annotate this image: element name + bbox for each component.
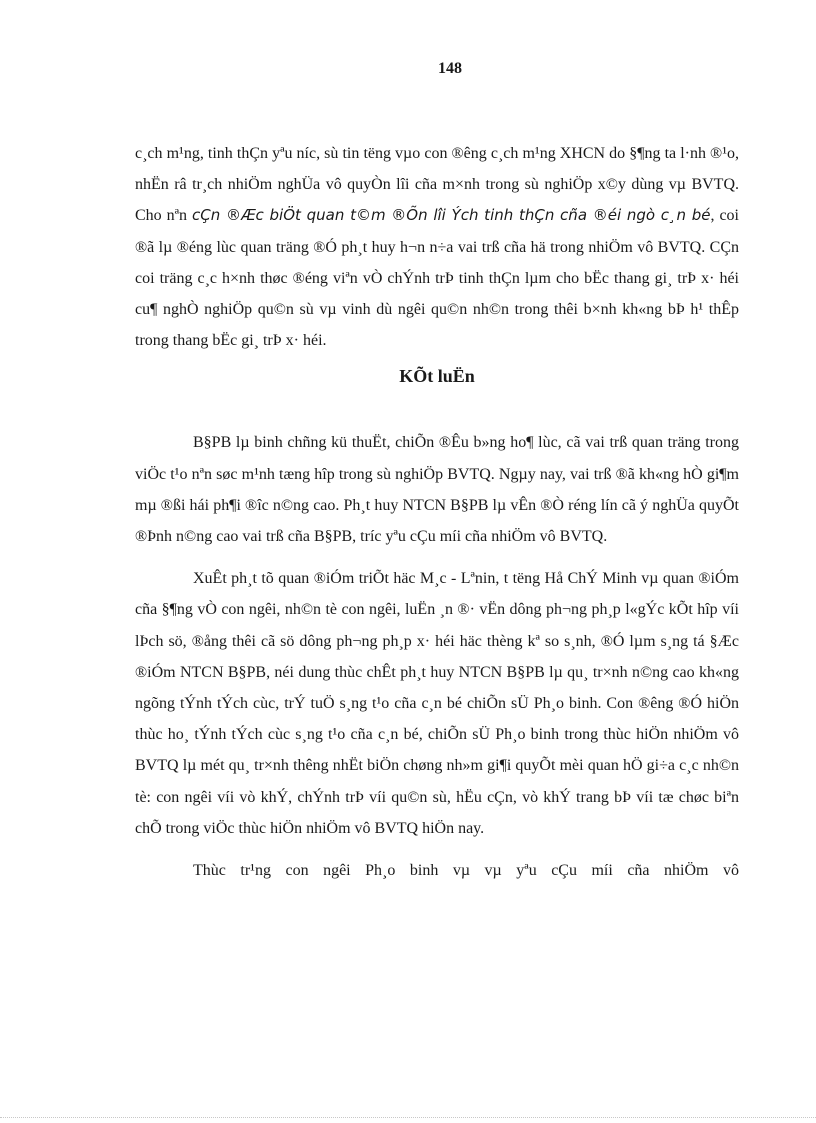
paragraph-italic-emphasis: cÇn ®Æc biÖt quan t©m ®Õn lîi Ých tinh thÇn cña ®éi ngò c¸n bé bbox=[192, 206, 711, 225]
page-number: 148 bbox=[438, 60, 462, 77]
paragraph-methodology: XuÊt ph¸t tõ quan ®iÓm triÕt häc M¸c - Lªnin, t tëng Hå ChÝ Minh vµ quan ®iÓm cña §¶ng vÒ con ngêi, nh©n tè con ngêi, luËn ¸n ®· vËn dông ph¬ng ph¸p l«gÝc kÕt hîp víi lÞch sö, ®ång thêi cã sö dông ph¬ng ph¸p x· héi häc thèng kª so s¸nh, ®Ó lµm s¸ng tá §Æc ®iÓm NTCN B§PB, néi dung thùc chÊt ph¸t huy NTCN B§PB lµ qu¸ tr×nh n©ng cao kh«ng ngõng tÝnh tÝch cùc, trÝ tuÖ s¸ng t¹o cña c¸n bé chiÕn sÜ Ph¸o binh. Con ®êng ®Ó hiÖn thùc ho¸ tÝnh tÝch cùc s¸ng t¹o cña c¸n bé, chiÕn sÜ Ph¸o binh trong thùc hiÖn nhiÖm vô BVTQ lµ mét qu¸ tr×nh thêng nhËt biÖn chøng nh»m gi¶i quyÕt mèi quan hÖ gi÷a c¸c nh©n tè: con ngêi víi vò khÝ, chÝnh trÞ víi qu©n sù, hËu cÇn, vò khÝ trang bÞ víi tæ chøc biªn chÕ trong viÖc thùc hiÖn nhiÖm vô BVTQ hiÖn nay. bbox=[135, 570, 739, 837]
page-body bbox=[135, 138, 739, 886]
paragraph-artillery-role: B§PB lµ binh chñng kü thuËt, chiÕn ®Êu b»ng ho¶ lùc, cã vai trß quan träng trong viÖc t¹o nªn søc m¹nh tæng hîp trong sù nghiÖp BVTQ. Ngµy nay, vai trß ®ã kh«ng hÒ gi¶m mµ ®ßi hái ph¶i ®îc n©ng cao. Ph¸t huy NTCN B§PB lµ vÊn ®Ò réng lín cã ý nghÜa quyÕt ®Þnh n©ng cao vai trß cña B§PB, tríc yªu cÇu míi cña nhiÖm vô BVTQ. bbox=[135, 434, 739, 546]
section-heading: KÕt luËn bbox=[399, 366, 475, 387]
paragraph-current-state: Thùc tr¹ng con ngêi Ph¸o binh vµ vµ yªu cÇu míi cña nhiÖm vô bbox=[193, 862, 739, 880]
heading-spacer bbox=[135, 394, 739, 427]
paragraph-text-after: , coi ®ã lµ ®éng lùc quan träng ®Ó ph¸t huy h¬n n÷a vai trß cña hä trong nhiÖm vô BVTQ. CÇn coi träng c¸c h×nh thøc ®éng viªn vÒ chÝnh trÞ tinh thÇn lµm cho bËc thang gi¸ trÞ x· héi cu¶ nghÒ nghiÖp qu©n sù vµ vinh dù ngêi qu©n nh©n trong thêi b×nh kh«ng bÞ h¹ thÊp trong thang bËc gi¸ trÞ x· héi. bbox=[135, 207, 739, 350]
paragraph-text-before: c¸ch m¹ng, tinh thÇn yªu níc, sù tin tëng vµo con ®êng c¸ch m¹ng XHCN do §¶ng ta l·nh ®¹o, nhËn râ tr¸ch nhiÖm nghÜa vô quyÒn lîi cña m×nh trong sù nghiÖp x©y dùng vµ BVTQ. Cho nªn bbox=[135, 145, 739, 225]
page-bottom-divider bbox=[0, 1117, 816, 1118]
paragraph-conclusion-lead bbox=[135, 138, 739, 356]
